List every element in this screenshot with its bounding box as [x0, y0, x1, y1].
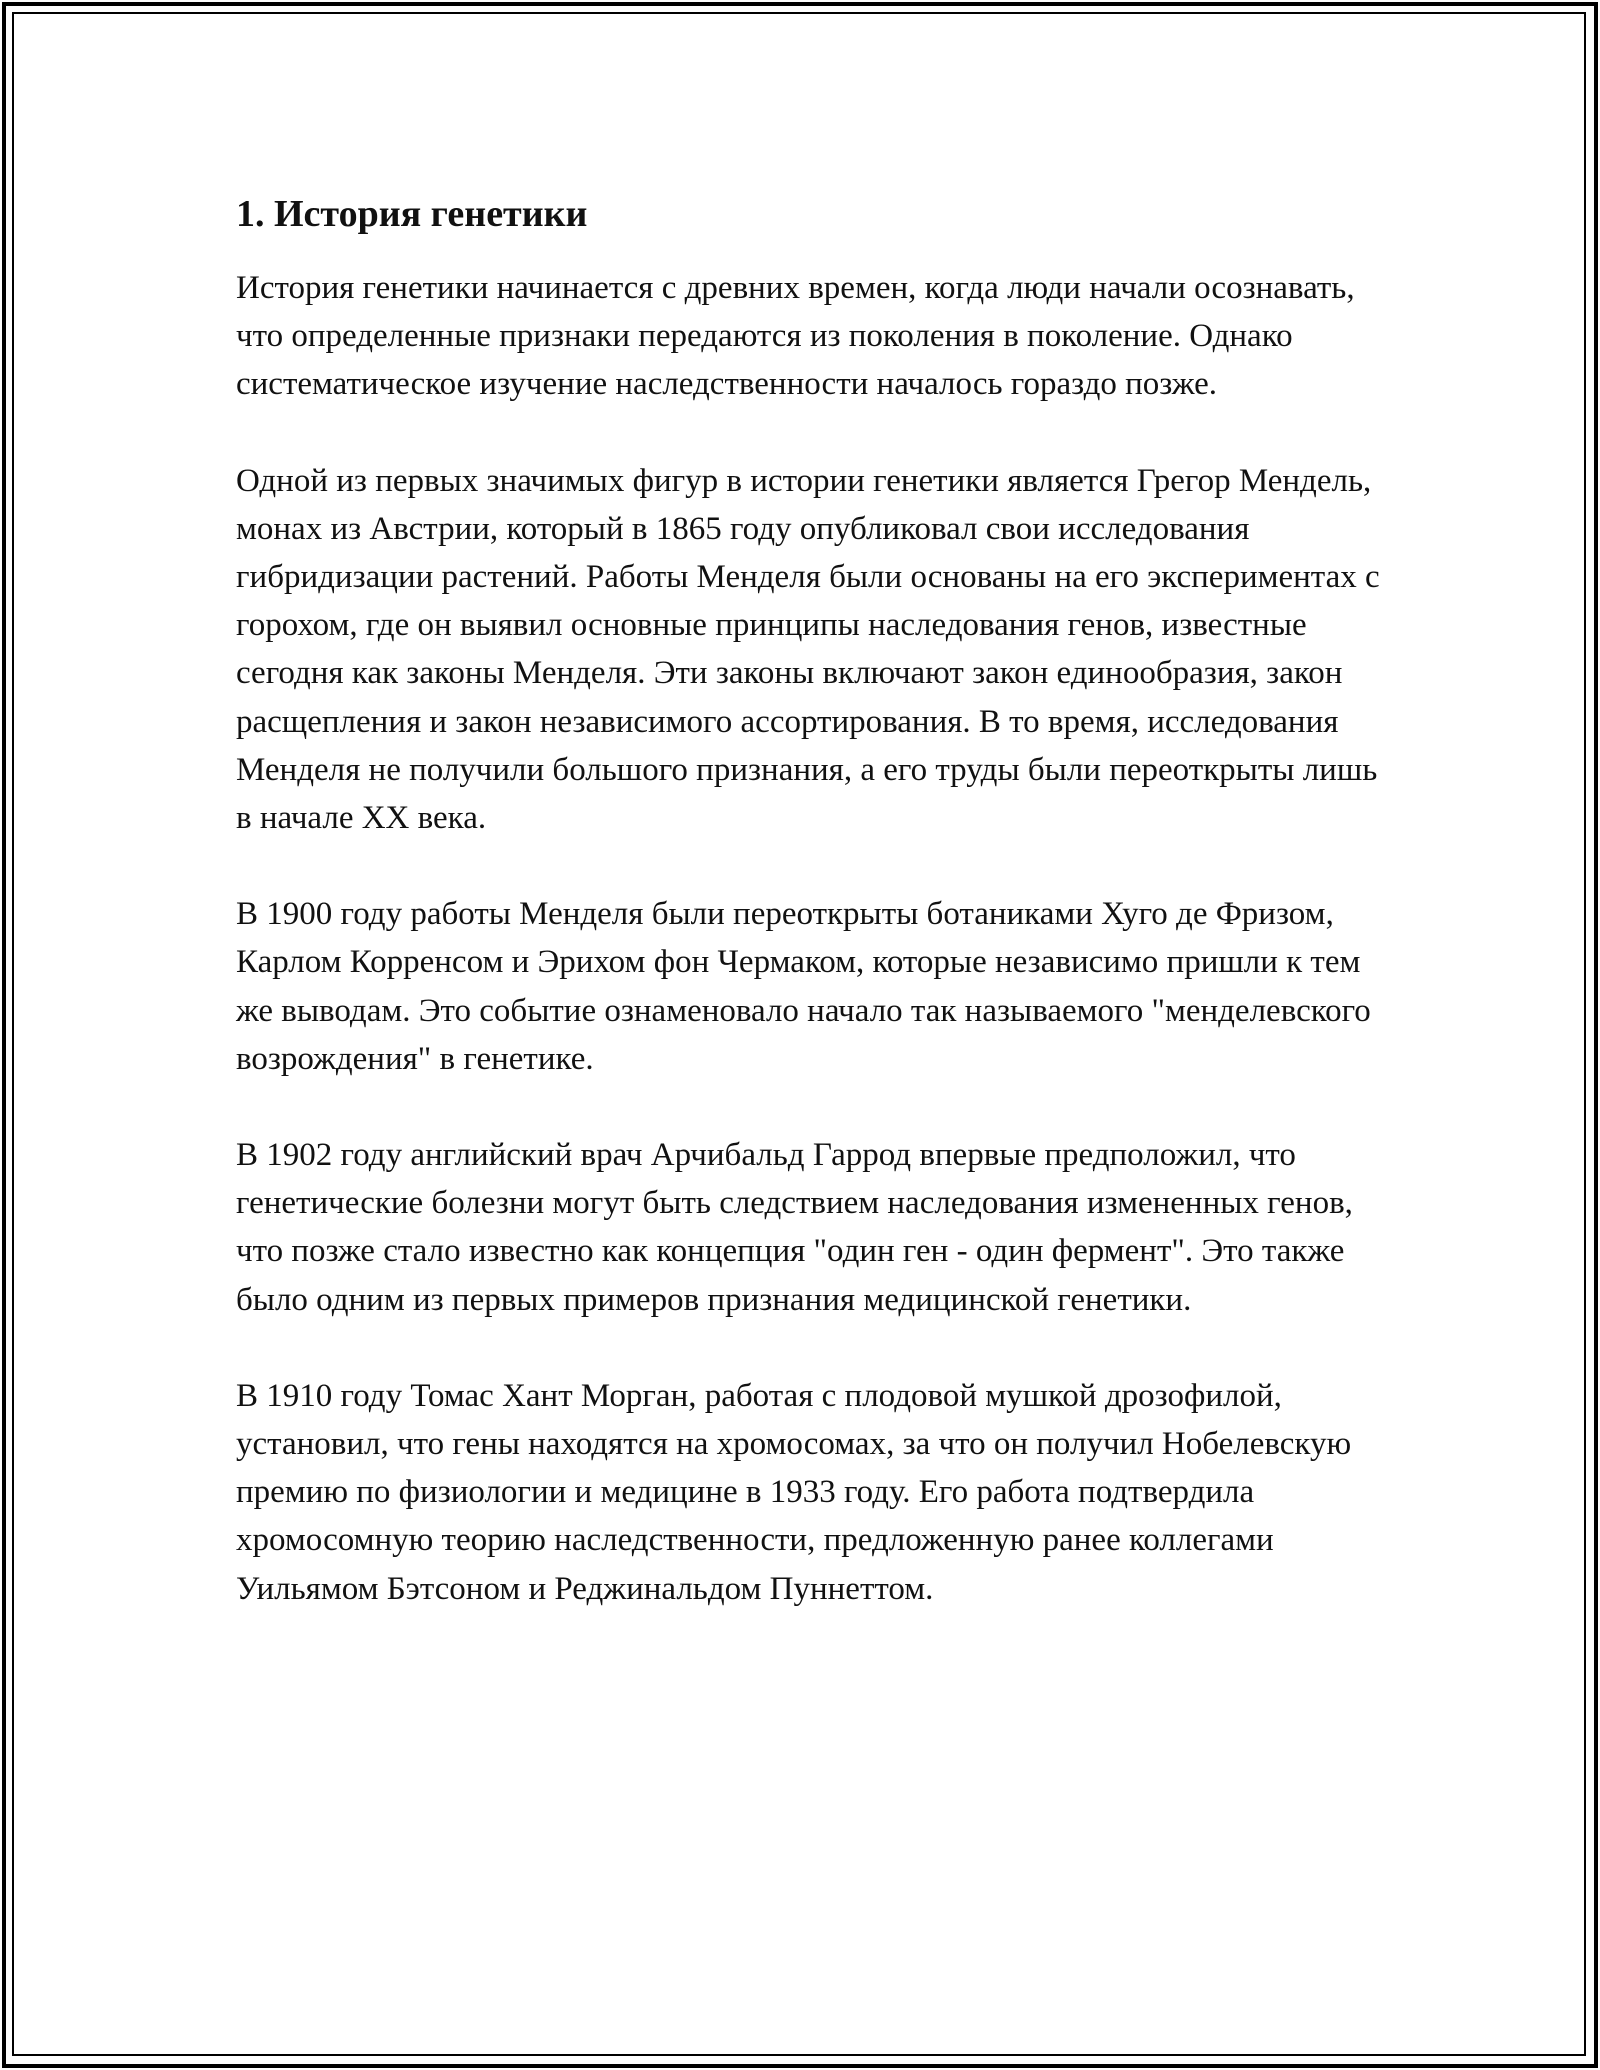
paragraph-morgan: В 1910 году Томас Хант Морган, работая с плодовой мушкой дрозофилой, установил, что гены находятся на хромосомах, за что он получил Нобелевскую премию по физиологии и медицине в 1933 году. Его работа подтвердила хромосомную теорию наследственности, предложенную ранее коллегами Уильямом Бэтсоном и Реджинальдом Пуннеттом.	[236, 1377, 1352, 1607]
document-body	[236, 186, 1386, 1661]
section-heading: 1. История генетики	[236, 193, 588, 235]
paragraph-mendel: Одной из первых значимых фигур в истории генетики является Грегор Мендель, монах из Австрии, который в 1865 году опубликовал свои исследования гибридизации растений. Работы Менделя были основаны на его экспериментах с горохом, где он выявил основные принципы наследования генов, известные сегодня как законы Менделя. Эти законы включают закон единообразия, закон расщепления и закон независимого ассортирования. В то время, исследования Менделя не получили большого признания, а его труды были переоткрыты лишь в начале XX века.	[236, 462, 1380, 837]
paragraph-intro: История генетики начинается с древних времен, когда люди начали осознавать, что определенные признаки передаются из поколения в поколение. Однако систематическое изучение наследственности началось гораздо позже.	[236, 270, 1355, 403]
paragraph-rediscovery: В 1900 году работы Менделя были переоткрыты ботаниками Хуго де Фризом, Карлом Корренсом и Эрихом фон Чермаком, которые независимо пришли к тем же выводам. Это событие ознаменовало начало так называемого "менделевского возрождения" в генетике.	[236, 896, 1371, 1077]
paragraph-garrod: В 1902 году английский врач Арчибальд Гаррод впервые предположил, что генетические болезни могут быть следствием наследования измененных генов, что позже стало известно как концепция "один ген - один фермент". Это также было одним из первых примеров признания медицинской генетики.	[236, 1137, 1353, 1318]
